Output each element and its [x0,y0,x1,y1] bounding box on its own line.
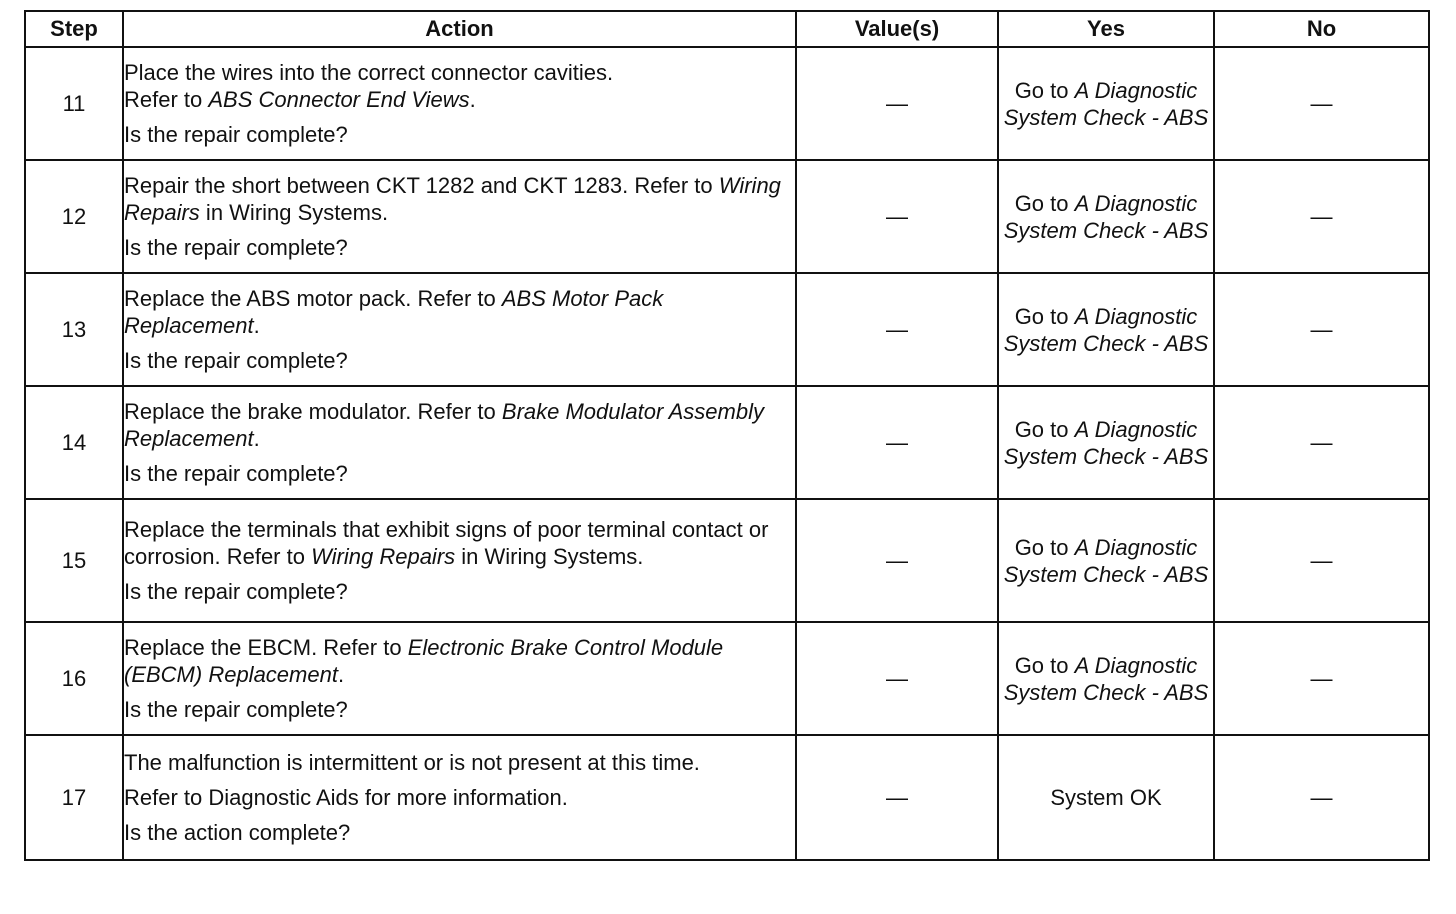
action-question: Is the repair complete? [124,235,348,260]
table-row [25,499,1429,622]
action-text: The malfunction is intermittent or is not present at this time. [124,750,700,775]
reference-link: ABS Connector End Views [208,87,470,112]
step-number: 16 [25,622,123,735]
no-cell: — [1214,47,1429,160]
action-cell [123,622,796,735]
value-cell: — [796,622,998,735]
action-question: Is the repair complete? [124,122,348,147]
header-no: No [1214,11,1429,47]
step-number: 17 [25,735,123,860]
action-text: Replace the EBCM. Refer to Electronic Brake Control Module (EBCM) Replacement. [124,635,724,687]
action-cell [123,47,796,160]
action-text: Replace the brake modulator. Refer to Brake Modulator Assembly Replacement. [124,399,764,451]
reference-link: Wiring Repairs [311,544,456,569]
table-row [25,735,1429,860]
no-cell: — [1214,160,1429,273]
action-text: Place the wires into the correct connector cavities. [124,60,614,85]
action-cell [123,273,796,386]
action-cell [123,735,796,860]
value-cell: — [796,386,998,499]
value-cell: — [796,735,998,860]
no-cell: — [1214,622,1429,735]
action-question: Is the action complete? [124,820,351,845]
yes-reference: A Diagnostic System Check - ABS [1003,190,1209,243]
value-cell: — [796,160,998,273]
action-question: Is the repair complete? [124,579,348,604]
step-number: 14 [25,386,123,499]
table-row [25,47,1429,160]
header-step: Step [25,11,123,47]
yes-reference: A Diagnostic System Check - ABS [1003,652,1209,705]
yes-reference: A Diagnostic System Check - ABS [1003,416,1209,469]
table-row [25,386,1429,499]
reference-link: Electronic Brake Control Module (EBCM) Replacement [124,635,724,687]
table-row [25,273,1429,386]
action-text: Repair the short between CKT 1282 and CKT 1283. Refer to Wiring Repairs in Wiring Systems. [124,173,781,225]
yes-cell: Go to A Diagnostic System Check - ABS [998,47,1214,160]
action-cell [123,160,796,273]
action-text: Replace the ABS motor pack. Refer to ABS Motor Pack Replacement. [124,286,664,338]
action-question: Is the repair complete? [124,461,348,486]
yes-cell: Go to A Diagnostic System Check - ABS [998,386,1214,499]
action-question: Is the repair complete? [124,697,348,722]
reference-link: ABS Motor Pack Replacement [124,286,664,338]
yes-cell: System OK [998,735,1214,860]
value-cell: — [796,273,998,386]
header-yes: Yes [998,11,1214,47]
action-cell [123,386,796,499]
no-cell: — [1214,273,1429,386]
step-number: 13 [25,273,123,386]
header-values: Value(s) [796,11,998,47]
action-text: Replace the terminals that exhibit signs of poor terminal contact or corrosion. Refer to Wiring Repairs in Wiring Systems. [124,517,769,569]
no-cell: — [1214,386,1429,499]
value-cell: — [796,47,998,160]
yes-cell: Go to A Diagnostic System Check - ABS [998,160,1214,273]
header-row [25,11,1429,47]
action-cell [123,499,796,622]
no-cell: — [1214,735,1429,860]
yes-cell: Go to A Diagnostic System Check - ABS [998,622,1214,735]
yes-cell: Go to A Diagnostic System Check - ABS [998,273,1214,386]
table-row [25,160,1429,273]
diagnostic-table [24,10,1430,861]
yes-reference: A Diagnostic System Check - ABS [1003,534,1209,587]
value-cell: — [796,499,998,622]
step-number: 12 [25,160,123,273]
reference-link: Wiring Repairs [124,173,781,225]
step-number: 15 [25,499,123,622]
yes-reference: A Diagnostic System Check - ABS [1003,77,1209,130]
no-cell: — [1214,499,1429,622]
action-question: Is the repair complete? [124,348,348,373]
table-row [25,622,1429,735]
header-action: Action [123,11,796,47]
step-number: 11 [25,47,123,160]
yes-reference: A Diagnostic System Check - ABS [1003,303,1209,356]
action-reference: Refer to Diagnostic Aids for more information. [124,785,568,810]
action-reference: Refer to ABS Connector End Views. [124,87,476,112]
yes-cell: Go to A Diagnostic System Check - ABS [998,499,1214,622]
reference-link: Brake Modulator Assembly Replacement [124,399,764,451]
